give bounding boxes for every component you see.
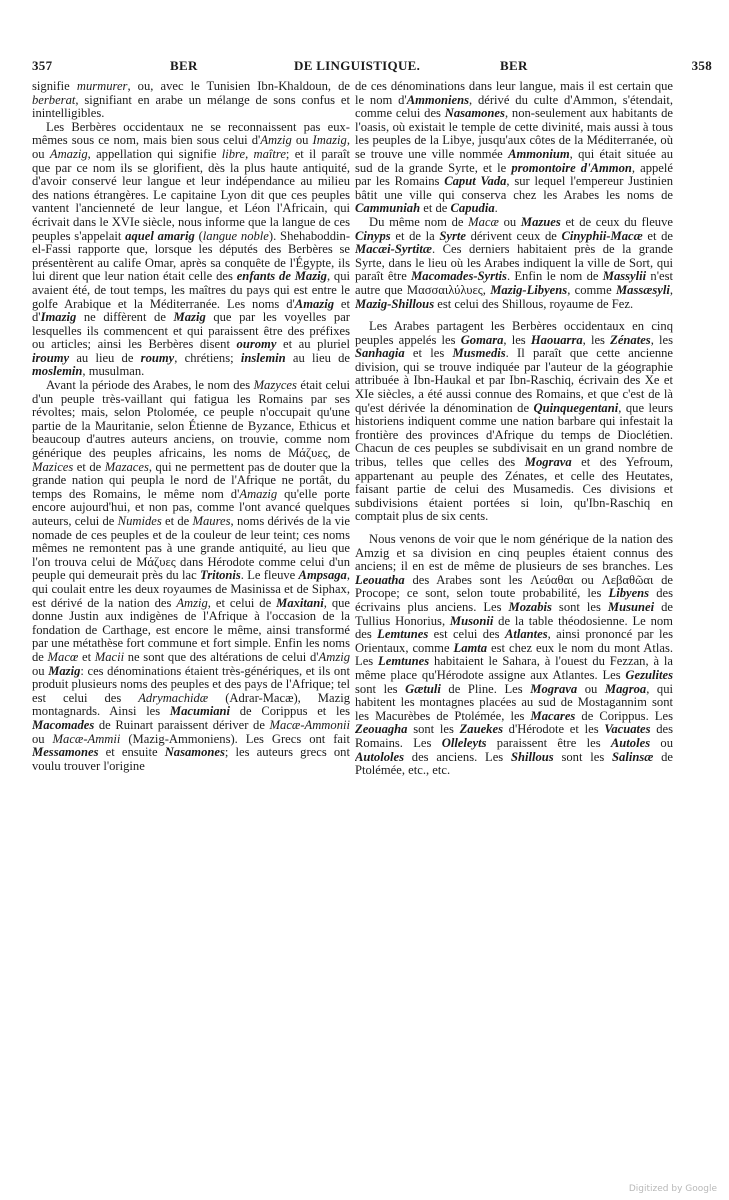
text-run: , qui habitent les montagnes placées au sud de Mostagannim sont les Macurèbes de Ptolémée, les xyxy=(355,681,673,723)
text-run: et des Yefroum, appartenant au peuple des Zénates, et celle des Heutates, faisant partie de celui des Musamedis. Ces divisions et subdivisions étaient portées si loin, qu'Ibn-Raschiq en comptait plus de six cents. xyxy=(355,455,673,524)
emphasized-term: Macii xyxy=(94,649,125,664)
text-run: , les xyxy=(582,332,611,347)
emphasized-term: Messamones xyxy=(32,745,99,760)
emphasized-term: Musmedis xyxy=(452,346,506,361)
text-run: dérivent ceux de xyxy=(465,228,562,243)
text-run: de Procope; ce sont, selon toute probabilité, les xyxy=(355,572,673,601)
text-run: ou xyxy=(577,681,605,696)
text-run: d'Hérodote et les xyxy=(502,722,605,737)
emphasized-term: Macumiani xyxy=(169,704,231,719)
text-run: , de xyxy=(327,446,350,461)
text-run: , les xyxy=(650,332,673,347)
emphasized-term: Gomara xyxy=(460,332,504,347)
text-run: ou xyxy=(573,572,602,587)
text-run: et les xyxy=(404,346,453,361)
text-run: Λεβαθῶαι xyxy=(601,572,654,587)
text-run: . Il paraît que cette ancienne division, qui se trouve indiquée par l'auteur de la géographie attribuée à Ibn-Haukal et par Ibn-Raschiq, écrivain des xyxy=(355,346,673,388)
text-run: ). Shehaboddin-el-Fassi rapporte que, lorsque les députés des Berbères se présentèrent au calife Omar, après sa conquête de l'Égypte, ils lui dirent que leur nation était celle des xyxy=(32,228,350,284)
text-run: Μάζυες xyxy=(288,446,328,461)
emphasized-term: Zauekes xyxy=(459,722,503,737)
paragraph xyxy=(355,216,673,311)
text-run: : ces dénominations étaient très-génériques, et ils ont produit plusieurs noms des peuples et des pays de l'Afrique; tel est celui des xyxy=(32,663,350,705)
emphasized-term: Cinyphii-Macæ xyxy=(561,228,643,243)
emphasized-term: Lamta xyxy=(453,640,488,655)
emphasized-term: Macomades xyxy=(32,717,95,732)
emphasized-term: Musonii xyxy=(449,613,494,628)
text-run: , les xyxy=(503,332,531,347)
emphasized-term: Amazig xyxy=(49,146,88,161)
text-run: , chrétiens; xyxy=(174,350,241,365)
text-run: , qui était située au sud de la grande Syrte, et le xyxy=(355,146,673,175)
text-run: , ou, avec le Tunisien Ibn-Khaldoun, de xyxy=(127,80,350,93)
text-run: des anciens. Les xyxy=(404,749,511,764)
emphasized-term: Adrymachidæ xyxy=(138,690,209,705)
text-run: , comme xyxy=(567,282,616,297)
text-run: est chez eux le nom du mont Atlas. Les xyxy=(355,640,673,669)
text-run: , musulman. xyxy=(82,364,145,379)
emphasized-term: Zeouagha xyxy=(355,722,408,737)
text-run: et de xyxy=(73,459,105,474)
emphasized-term: Amazig xyxy=(294,296,334,311)
emphasized-term: libre, maître xyxy=(221,146,286,161)
emphasized-term: Numides xyxy=(117,514,162,528)
text-run: siècles, a été aussi connue des Romains, et que c'est de là qu'est dérivée la dénomination de xyxy=(355,387,673,415)
emphasized-term: Mograva xyxy=(530,681,578,696)
emphasized-term: Macæ-Ammii xyxy=(52,731,121,746)
text-run: que par les voyelles par lesquelles ils commencent et qui paraissent être des préfixes ou articles; ainsi les Berbères disent xyxy=(32,310,350,352)
emphasized-term: Amzig xyxy=(260,133,292,148)
left-text-column xyxy=(32,80,350,1170)
emphasized-term: Ammoniens xyxy=(406,92,469,107)
emphasized-term: Nasamones xyxy=(444,106,505,121)
text-run: sont les xyxy=(407,722,460,737)
text-run: de Ptolémée, etc., etc. xyxy=(355,749,673,778)
emphasized-term: Ammonium xyxy=(508,146,570,161)
paragraph xyxy=(32,80,350,121)
text-run: , xyxy=(669,282,673,297)
emphasized-term: Mazaces xyxy=(104,459,149,474)
emphasized-term: Musunei xyxy=(607,599,655,614)
emphasized-term: Mazues xyxy=(520,214,561,229)
text-run: et de ceux du fleuve xyxy=(560,214,673,229)
text-run: Μασσαιλύλυες xyxy=(406,282,483,297)
paragraph xyxy=(32,379,350,773)
emphasized-term: Quinquegentani xyxy=(533,400,619,415)
text-run: , appellation qui signifie xyxy=(87,146,222,161)
paragraph xyxy=(355,80,673,216)
running-title: DE LINGUISTIQUE. xyxy=(294,58,421,73)
emphasized-term: Lemtunes xyxy=(378,654,430,669)
text-run: des Romains. Les xyxy=(355,722,673,750)
text-run: au lieu de xyxy=(69,350,141,365)
text-run: . Ces derniers habitaient près de la grande Syrte, dans le lieu où les Arabes indiquent la ville de Sort, qui paraît être xyxy=(355,242,673,284)
text-run: ne diffèrent de xyxy=(76,310,174,325)
text-run: des Arabes sont les xyxy=(404,572,531,587)
emphasized-term: enfants de Mazig xyxy=(236,269,327,284)
emphasized-term: Cinyps xyxy=(355,228,391,243)
emphasized-term: Mazig-Shillous xyxy=(355,296,435,311)
text-run: , dérivé du culte d'Ammon, s'étendait, comme celui des xyxy=(355,92,673,121)
text-run: et ensuite xyxy=(98,745,165,760)
text-run: des écrivains plus anciens. Les xyxy=(355,586,673,614)
emphasized-term: moslemin xyxy=(32,364,83,379)
right-text-column xyxy=(355,80,673,1170)
text-run: qu'elle porte encore aujourd'hui, et non pas, comme l'ont avancé quelques auteurs, celui de xyxy=(32,486,350,528)
emphasized-term: Amzig xyxy=(176,595,208,610)
text-run: ou xyxy=(32,663,49,678)
text-run: et de xyxy=(161,514,193,528)
text-run: de ces dénominations dans leur langue, mais il est certain que le nom d' xyxy=(355,80,673,107)
left-page-number: 357 xyxy=(32,58,53,73)
emphasized-term: Macomades-Syrtis xyxy=(411,269,507,284)
emphasized-term: promontoire d'Ammon xyxy=(511,160,632,175)
emphasized-term: murmurer xyxy=(76,80,128,93)
emphasized-term: Gætuli xyxy=(405,681,441,696)
text-run: de Tullius Honorius, xyxy=(355,599,673,628)
text-run: Du même nom de xyxy=(369,214,469,229)
text-run: est celui des Shillous, royaume de Fez. xyxy=(434,296,634,311)
text-run: , qui coulait entre les deux royaumes de Masinissa et de Siphax, est dérivé de la nation des xyxy=(32,568,350,610)
text-run: et de xyxy=(642,228,673,243)
text-run: XIe xyxy=(355,387,374,402)
text-run: de Pline. Les xyxy=(440,681,531,696)
paragraph xyxy=(32,121,350,379)
text-run: de la table théodosienne. Le nom des xyxy=(355,613,673,642)
text-run: n'est autre que xyxy=(355,269,673,297)
emphasized-term: Cammuniah xyxy=(355,201,421,216)
text-run: et d' xyxy=(32,296,350,325)
emphasized-term: inslemin xyxy=(240,350,286,365)
text-run: ( xyxy=(194,228,203,243)
emphasized-term: Sanhagia xyxy=(355,346,405,361)
text-run: , qui ne permettent pas de douter que la grande nation qui peupla le nord de l'Afrique ne portât, du temps des Romains, le même nom d' xyxy=(32,459,350,501)
emphasized-term: Maures xyxy=(192,514,231,528)
text-run: , ou xyxy=(32,133,350,161)
text-run: sont les xyxy=(355,681,406,696)
emphasized-term: Macæ-Ammonii xyxy=(269,717,350,732)
text-run: ou xyxy=(32,731,53,746)
emphasized-term: Mazig xyxy=(48,663,81,678)
text-run: et xyxy=(78,649,95,664)
text-run: , signifiant en arabe un mélange de sons confus et inintelligibles. xyxy=(32,92,350,121)
text-run: (Mazig-Ammoniens). Les Grecs ont fait xyxy=(120,731,350,746)
emphasized-term: Gezulites xyxy=(625,667,673,682)
emphasized-term: langue noble xyxy=(202,228,269,243)
text-run: , et celui de xyxy=(207,595,277,610)
emphasized-term: Autoles xyxy=(610,735,651,750)
emphasized-term: Olleleyts xyxy=(441,735,487,750)
emphasized-term: Macæ xyxy=(468,214,499,229)
text-run: , que leurs historiens indiquent comme une nation barbare qui infestait la frontière des provinces d'Afrique du temps de Dioclétien. Chacun de ces peuples se subdivisait en un grand nombre de tribus, telles que celles des xyxy=(355,400,673,470)
emphasized-term: Salinsæ xyxy=(612,749,654,764)
emphasized-term: Capudia xyxy=(450,201,495,216)
text-run: , que donne Justin aux indigènes de l'Afrique à l'occasion de la fondation de Carthage, est encore le même, ainsi transformé par une métathèse fort commune et fort simple. Enfin les noms de xyxy=(32,595,350,664)
emphasized-term: Mozabis xyxy=(508,599,552,614)
text-run: et de xyxy=(420,201,451,216)
text-run: , noms dérivés de la vie nomade de ces peuples et de la couleur de leur teint; ces noms mêmes ne remontent pas à une grande antiquité, au lieu que l'on trouva celui de xyxy=(32,514,350,569)
text-run: ou xyxy=(498,214,521,229)
emphasized-term: Shillous xyxy=(510,749,554,764)
emphasized-term: Macœ xyxy=(47,649,79,664)
text-run: Xe xyxy=(644,373,660,388)
emphasized-term: Massylii xyxy=(602,269,647,284)
digitized-by-watermark: Digitized by Google xyxy=(628,1184,717,1194)
text-run: (Adrar-Macæ), Mazig montagnards. Ainsi les xyxy=(32,690,350,719)
emphasized-term: Mazig-Libyens xyxy=(490,282,568,297)
emphasized-term: Vacuates xyxy=(604,722,651,737)
emphasized-term: Maxitani xyxy=(276,595,324,610)
text-run: , non-seulement aux habitants de l'oasis, où existait le temple de cette divinité, mais aussi à tous les peuples de la Libye, jusqu'aux côtes de la Méditerranée, où se trouve une ville nommée xyxy=(355,106,673,161)
emphasized-term: Macares xyxy=(530,708,576,723)
emphasized-term: Mazig xyxy=(173,310,206,325)
emphasized-term: Libyens xyxy=(608,586,650,601)
emphasized-term: ouromy xyxy=(236,337,277,352)
text-run: , sur lequel l'empereur Justinien bâtit une ville qui conserva chez les Arabes les noms de xyxy=(355,174,673,202)
text-run: ne sont que des altérations de celui d' xyxy=(124,649,319,664)
emphasized-term: Tritonis xyxy=(199,568,241,583)
text-run: au lieu de xyxy=(285,350,350,365)
emphasized-term: Macæi-Syrtitæ xyxy=(355,242,432,257)
left-running-word: BER xyxy=(170,58,198,73)
emphasized-term: Mograva xyxy=(524,455,572,470)
text-run: , appelé par les Romains xyxy=(355,160,673,189)
right-page-number: 358 xyxy=(691,58,712,73)
emphasized-term: iroumy xyxy=(32,350,70,365)
emphasized-term: Imazig xyxy=(312,133,347,148)
emphasized-term: Mazices xyxy=(32,459,74,474)
text-run: de Ruinart paraissent dériver de xyxy=(94,717,270,732)
running-header xyxy=(32,58,712,78)
text-run: de Corippus. Les xyxy=(575,708,673,723)
text-run: et de la xyxy=(390,228,440,243)
text-run: était celui d'un peuple très-vaillant qui fatigua les Romains par ses révoltes; mais, selon Ptolomée, ce peuple n'occupait qu'une partie de la Mauritanie, selon Étienne de Byzance, Ethicus et beaucoup d'autres auteurs anciens, on trouvie, comme nom générique des peuples africains, les noms de xyxy=(32,378,350,461)
emphasized-term: Massæsyli xyxy=(615,282,670,297)
text-run: , ainsi prononcé par les Orientaux, comme xyxy=(355,627,673,655)
text-run: XVIe xyxy=(111,214,140,229)
emphasized-term: Zénates xyxy=(610,332,651,347)
emphasized-term: Syrte xyxy=(439,228,466,243)
emphasized-term: Autololes xyxy=(355,749,404,764)
text-run: Λεύαθαι xyxy=(530,572,574,587)
emphasized-term: berberat xyxy=(32,92,76,107)
text-run: Μάζυες xyxy=(136,554,176,569)
text-run: dans Hérodote comme celui d'un peuple qui demeurait près du lac xyxy=(32,554,350,583)
emphasized-term: Mazyces xyxy=(253,378,297,393)
text-run: Les Arabes partagent les Berbères occidentaux en cinq peuples appelés les xyxy=(355,319,673,347)
text-run: . Enfin le nom de xyxy=(506,269,603,284)
emphasized-term: Atlantes xyxy=(504,627,548,642)
emphasized-term: Haouarra xyxy=(530,332,583,347)
text-run: , qui avaient été, de tout temps, les maîtres du pays qui est entre le golfe Arabique et la Méditerranée. Les noms d' xyxy=(32,269,350,311)
right-running-word: BER xyxy=(500,58,528,73)
emphasized-term: aquel amarig xyxy=(125,228,195,243)
text-run: sont les xyxy=(551,599,608,614)
text-run: habitaient le Sahara, à l'ouest du Fezzan, à la même place qu'Hérodote assigne aux Atlantes. Les xyxy=(355,654,673,682)
emphasized-term: Imazig xyxy=(40,310,77,325)
text-run: de Corippus et les xyxy=(230,704,350,719)
emphasized-term: Amazig xyxy=(239,486,278,501)
text-run: sont les xyxy=(553,749,613,764)
emphasized-term: Amzig xyxy=(318,649,350,664)
emphasized-term: Magroa xyxy=(604,681,647,696)
text-run: paraissent être les xyxy=(486,735,611,750)
text-run: ou xyxy=(291,133,313,148)
text-run: ; les auteurs grecs ont voulu trouver l'origine xyxy=(32,745,350,773)
paragraph xyxy=(355,533,673,778)
emphasized-term: Nasamones xyxy=(164,745,225,760)
text-run: et au pluriel xyxy=(276,337,350,352)
text-run: ; et il paraît que par ce nom ils se glorifient, dès la plus haute antiquité, d'avoir conservé leur langue et leur indépendance au milieu des nations étrangères. Le capitaine Lyon dit que ces peuples vantent l'ancienneté de leur langue, et Léon l'Africain, qui écrivait dans le xyxy=(32,146,350,229)
emphasized-term: Caput Vada xyxy=(444,174,507,189)
text-run: ou xyxy=(650,735,673,750)
emphasized-term: roumy xyxy=(140,350,175,365)
text-run: Les Berbères occidentaux ne se reconnaissent pas eux-mêmes sous ce nom, mais bien sous celui d' xyxy=(32,119,350,148)
emphasized-term: Lemtunes xyxy=(377,627,429,642)
text-run: Avant la période des Arabes, le nom des xyxy=(46,378,254,393)
text-run: est celui des xyxy=(428,627,505,642)
text-run: et xyxy=(659,373,673,388)
text-run: . xyxy=(494,201,498,216)
emphasized-term: Ampsaga xyxy=(298,568,347,583)
text-run: signifie xyxy=(32,80,77,93)
text-run: . Le fleuve xyxy=(240,568,299,583)
paragraph xyxy=(355,320,673,524)
text-run: Nous venons de voir que le nom générique de la nation des Amzig et sa division en cinq peuples étaient connus des anciens; il en est de même de plusieurs de ses branches. Les xyxy=(355,532,673,574)
emphasized-term: Leouatha xyxy=(355,572,405,587)
text-run: siècle, nous informe que la langue de ces peuples s'appelait xyxy=(32,214,350,243)
text-run: , xyxy=(482,282,491,297)
